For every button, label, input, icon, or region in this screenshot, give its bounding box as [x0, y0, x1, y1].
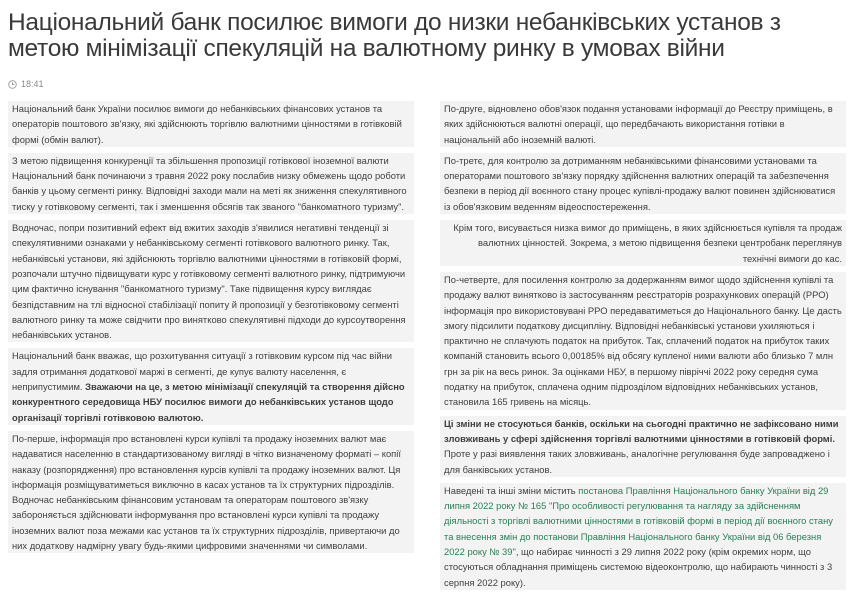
article-title: Національний банк посилює вимоги до низки небанківських установ з метою мінімізації спекуляцій на валютному ринку в умовах війни [8, 9, 781, 62]
resolution-suffix: , що набирає чинності з 29 липня 2022 року (крім окремих норм, що стосуються обладнання приміщень системою відеоконтролю, що набирають чинності з 3 серпня 2022 року). [444, 546, 833, 588]
paragraph-banks [440, 416, 846, 477]
paragraph-second: По-друге, відновлено обов'язок подання установами інформації до Реєстру приміщень, в яких здійснюються валютні операції, що передбачають використання готівки в національній або іноземній валюті. [440, 101, 846, 147]
paragraph-competition: З метою підвищення конкуренції та збільшення пропозиції готівкової іноземної валюти Національний банк починаючи з травня 2022 року послабив низку обмежень щодо роботи банків у цьому сегменті ринку. Відповідні заходи мали на меті як зниження спекулятивного тиску у готівковому сегменті, так і зменшення обсягів так званого "банкоматного туризму". [8, 153, 414, 214]
paragraph-intro: Національний банк України посилює вимоги до небанківських фінансових установ та операторів поштового зв'язку, які здійснюють торгівлю валютними цінностями в готівковій формі (обмін валют). [8, 101, 414, 147]
nbu-requirements-bold: Зважаючи на це, з метою мінімізації спекуляцій та створення дійсно конкурентного середовища НБУ посилює вимоги до небанківських установ щодо організації торгівлі готівковою валютою. [12, 381, 405, 423]
article-column-right [440, 101, 846, 596]
paragraph-nbu-position [8, 348, 414, 424]
paragraph-fourth: По-четверте, для посилення контролю за додержанням вимог щодо здійснення купівлі та продажу валют винятково із застосуванням реєстраторів розрахункових операцій (РРО) інформація про використовувані РРО передаватиметься до Національного банку. Це дасть змогу підсилити податкову дисципліну. Відповідні небанківські установи ухиляються і практично не сплачують податок на прибуток. Так, сплачений податок на прибуток таких компаній становить всього 0,00185% від обсягу купленої ними валюти або близько 7 млн грн за рік на весь ринок. За оцінками НБУ, в першому півріччі 2022 року середня сума податку на прибуток, сплачена одним підрозділом відповідних небанківських установ, становила 165 гривень на місяць. [440, 272, 846, 410]
clock-icon [8, 80, 17, 89]
banks-text: Проте у разі виявлення таких зловживань, аналогічне регулювання буде запроваджено і для банківських установ. [444, 448, 830, 475]
resolution-prefix: Наведені та інші зміни містить [444, 484, 579, 496]
article-meta [8, 78, 44, 90]
nbu-position-text: Національний банк вважає, що розхитування ситуації з готівковим курсом під час війни задля отримання додаткової маржі в сегменті, де купує валюту населення, є неприпустимим. [12, 350, 392, 393]
paragraph-resolution [440, 483, 846, 590]
resolution-link[interactable]: постанова Правління Національного банку України від 29 липня 2022 року № 165 "Про особливості регулювання та нагляду за здійсненням діяльності з торгівлі валютними цінностями в готівковій формі в період дії воєнного стану та внесення змін до постанови Правління Національного банку України від 06 березня 2022 року № 39" [444, 484, 833, 558]
article-column-left [8, 101, 414, 559]
banks-bold: Ці зміни не стосуються банків, оскільки на сьогодні практично не зафіксовано ними зловживань у сфері здійснення торгівлі валютними цінностями в готівковій формі. [444, 417, 839, 444]
paragraph-premises: Крім того, висувається низка вимог до приміщень, в яких здійснюється купівля та продаж валютних цінностей. Зокрема, з метою підвищення безпеки центробанк переглянув технічні вимоги до кас. [440, 220, 846, 266]
paragraph-negative-trends: Водночас, попри позитивний ефект від вжитих заходів з'явилися негативні тенденції зі спекулятивними ознаками у небанківському сегменті готівкового валютного ринку. Так, небанківські установи, які здійснюють торгівлю валютними цінностями в готівковій формі, розпочали штучно підвищувати курс у готівковому сегменті валютного ринку, підтримуючи цим фактично існування "банкоматного туризму". Таке підвищення курсу виглядає безпідставним на тлі відносної стабілізації попиту й пропозиції у безготівковому сегменті валютного ринку та може свідчити про винятково спекулятивні підходи до курсоутворення небанківських установ. [8, 220, 414, 342]
article-time: 18:41 [21, 79, 44, 89]
paragraph-first: По-перше, інформація про встановлені курси купівлі та продажу іноземних валют має надаватися населенню в стандартизованому вигляді в чітко визначеному форматі – копії наказу (розпорядження) про встановлення курсів купівлі та продажу іноземних валют. Ця інформація розміщуватиметься виключно в касах установ та їх структурних підрозділів. Водночас небанківським фінансовим установам та операторам поштового зв'язку забороняється здійснювати інформування про встановлені курси купівлі та продажу іноземних валют поза межами кас установ та їх структурних підрозділів, привертаючи до них додаткову надмірну увагу будь-якими цифровими значеннями чи символами. [8, 431, 414, 553]
paragraph-third: По-третє, для контролю за дотриманням небанківськими фінансовими установами та операторами поштового зв'язку порядку здійснення валютних операцій та забезпечення безпеки в період дії воєнного стану процес купівлі-продажу валют повинен здійснюватися із обов'язковим веденням відеоспостереження. [440, 153, 846, 214]
